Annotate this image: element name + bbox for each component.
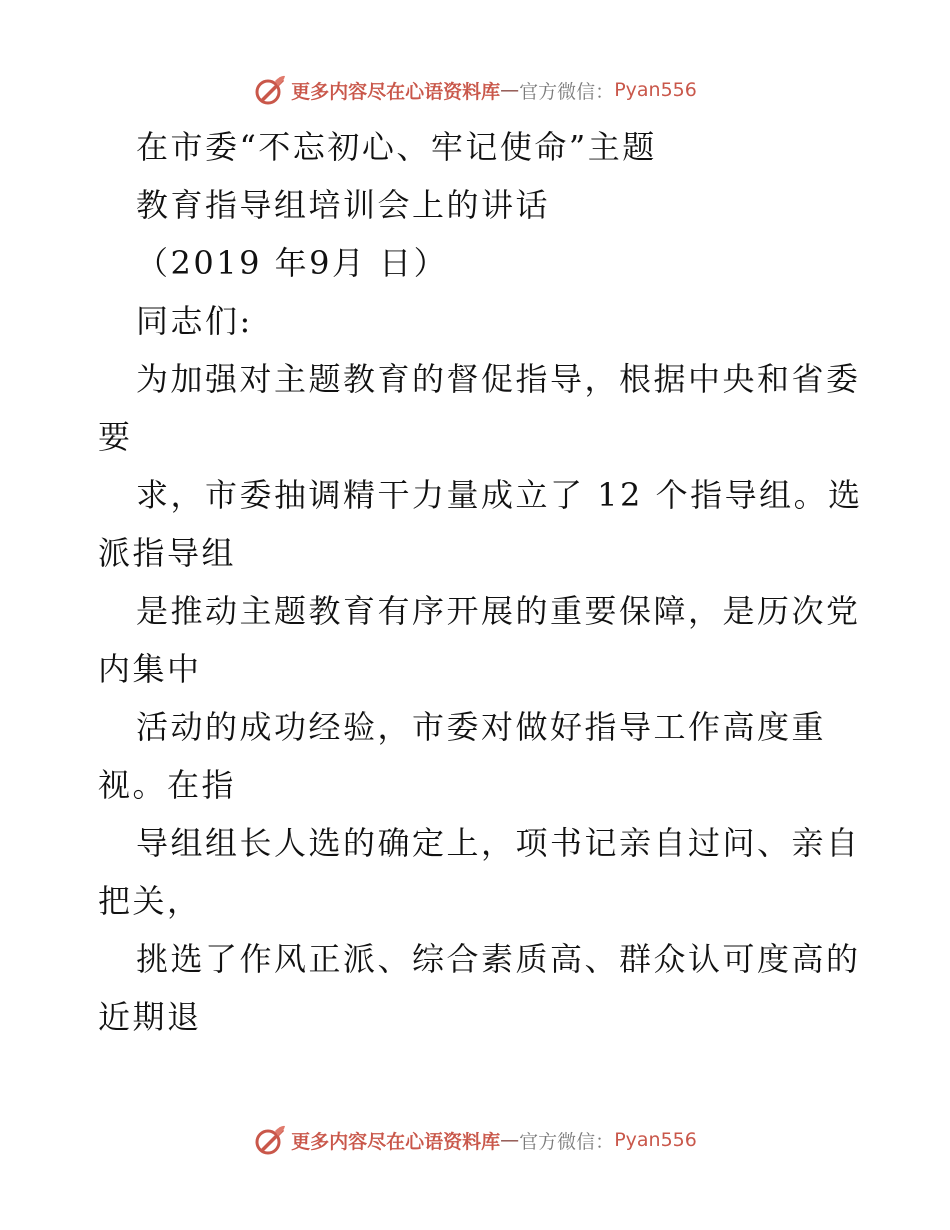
document-line: 要 [98, 418, 133, 456]
watermark-dash: — [500, 1129, 520, 1151]
document-line: 内集中 [98, 650, 202, 688]
document-line: 挑选了作风正派、综合素质高、群众认可度高的 [136, 940, 861, 978]
document-line: 同志们: [136, 302, 253, 340]
document-line: 派指导组 [98, 534, 237, 572]
watermark-wechat-label: 官方微信： [519, 1130, 615, 1153]
document-line: 为加强对主题教育的督促指导，根据中央和省委 [136, 360, 861, 398]
document-line: 导组组长人选的确定上，项书记亲自过问、亲自 [136, 824, 861, 862]
watermark-dash: — [500, 79, 520, 101]
watermark-wechat-id: Pyan556 [614, 1129, 697, 1151]
quill-logo-icon [253, 1123, 287, 1157]
watermark-text: 更多内容尽在心语资料库 [291, 80, 501, 103]
document-line: 求，市委抽调精干力量成立了 12 个指导组。选 [136, 476, 863, 514]
document-line: （2019 年9月 日） [136, 244, 449, 282]
watermark-wechat-id: Pyan556 [614, 79, 697, 101]
document-line: 近期退 [98, 998, 202, 1036]
quill-logo-icon [253, 73, 287, 107]
watermark-text: 更多内容尽在心语资料库 [291, 1130, 501, 1153]
header-watermark [0, 70, 950, 110]
watermark-wechat-label: 官方微信： [519, 80, 615, 103]
document-line: 把关， [98, 882, 202, 920]
document-line: 在市委“不忘初心、牢记使命”主题 [136, 128, 657, 166]
document-line: 活动的成功经验，市委对做好指导工作高度重 [136, 708, 827, 746]
document-body [98, 118, 863, 1046]
document-line: 教育指导组培训会上的讲话 [136, 186, 551, 224]
document-line: 视。在指 [98, 766, 237, 804]
document-line: 是推动主题教育有序开展的重要保障，是历次党 [136, 592, 861, 630]
footer-watermark [0, 1120, 950, 1160]
